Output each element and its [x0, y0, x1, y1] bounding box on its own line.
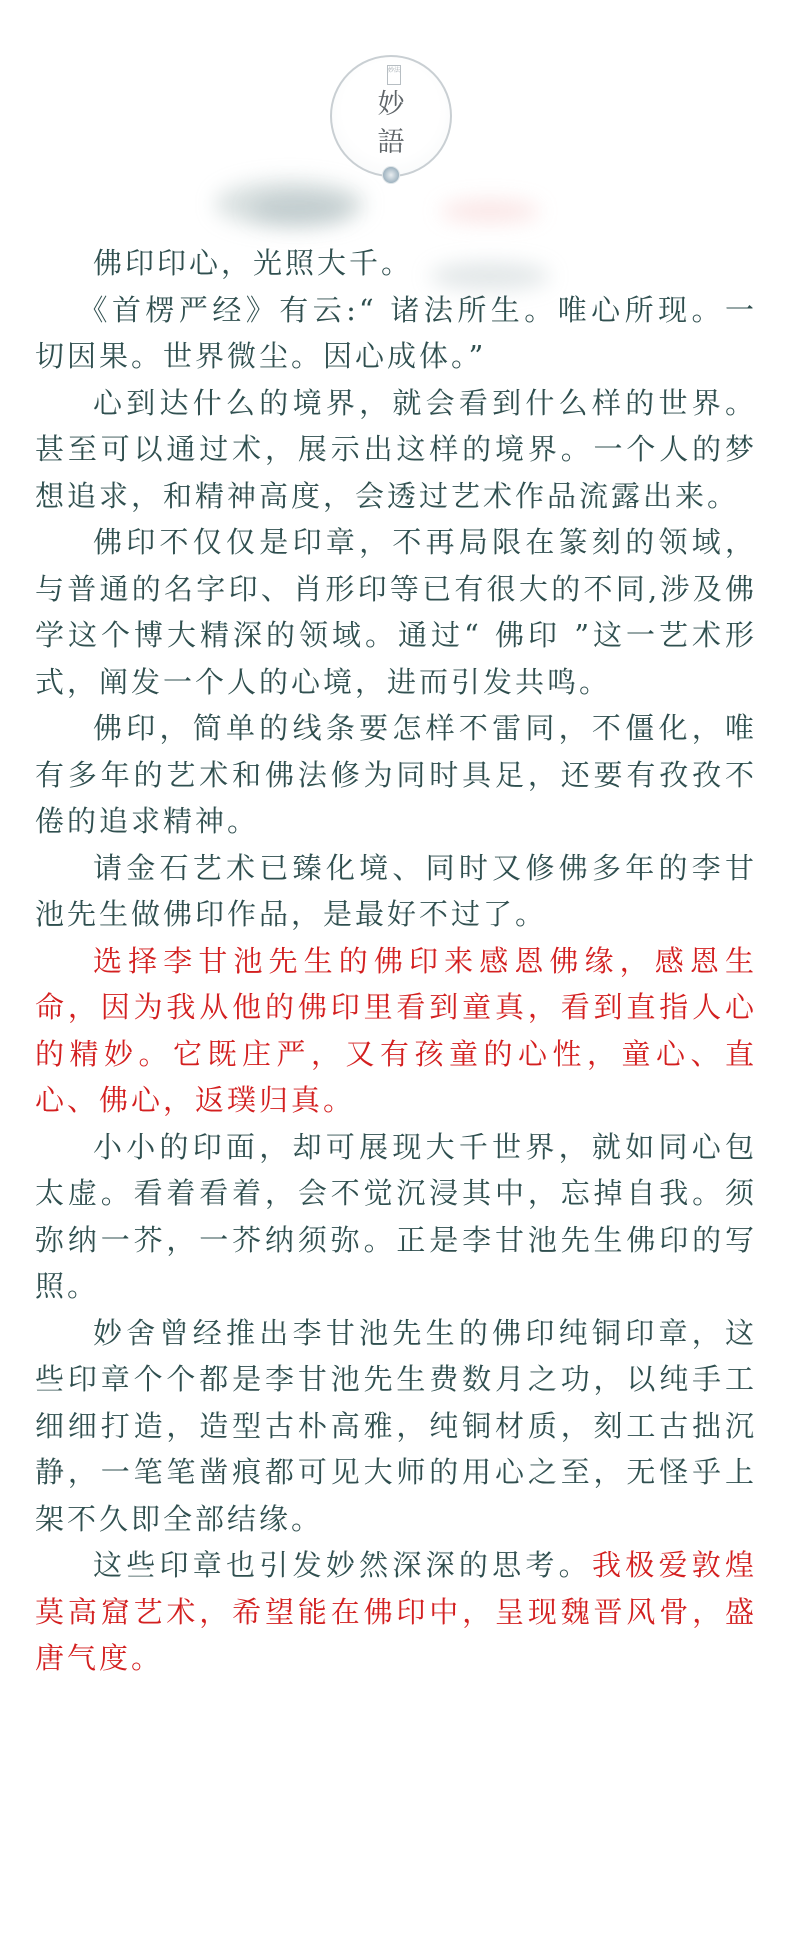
emblem-bead-icon [382, 166, 400, 184]
paragraph: 佛印不仅仅是印章，不再局限在篆刻的领域，与普通的名字印、肖形印等已有很大的不同,涉及佛学这个博大精深的领域。通过“ 佛印 ”这一艺术形式，阐发一个人的心境，进而引发共鸣。 [35, 525, 757, 699]
paragraph-highlight-text: 我极爱敦煌莫高窟艺术，希望能在佛印中，呈现魏晋风骨，盛唐气度。 [35, 1548, 757, 1675]
red-cloud-decoration [440, 200, 540, 222]
paragraph: 请金石艺术已臻化境、同时又修佛多年的李甘池先生做佛印作品，是最好不过了。 [35, 850, 757, 931]
seal-tag: 妙法 [387, 65, 401, 85]
paragraph-mixed [35, 1542, 757, 1682]
paragraph: 妙舍曾经推出李甘池先生的佛印纯铜印章，这些印章个个都是李甘池先生费数月之功，以纯手工细细打造，造型古朴高雅，纯铜材质，刻工古拙沉静，一笔笔凿痕都可见大师的用心之至，无怪乎上架不久即全部结缘。 [35, 1315, 757, 1536]
emblem-char-2: 語 [377, 127, 405, 158]
paragraph-normal-text: 这些印章也引发妙然深深的思考。 [93, 1548, 592, 1582]
paragraph: 《首楞严经》有云:“ 诸法所生。唯心所现。一切因果。世界微尘。因心成体。” [35, 292, 757, 373]
article-body [35, 240, 757, 1682]
ink-cloud-decoration [250, 195, 350, 223]
paragraph: 佛印，简单的线条要怎样不雷同，不僵化，唯有多年的艺术和佛法修为同时具足，还要有孜孜不倦的追求精神。 [35, 711, 757, 838]
header [0, 0, 790, 245]
paragraph: 佛印印心，光照大千。 [93, 246, 414, 280]
highlight-paragraph: 选择李甘池先生的佛印来感恩佛缘，感恩生命，因为我从他的佛印里看到童真，看到直指人心的精妙。它既庄严，又有孩童的心性，童心、直心、佛心，返璞归真。 [35, 943, 757, 1117]
emblem-char-1: 妙 [377, 89, 405, 120]
paragraph: 小小的印面，却可展现大千世界，就如同心包太虚。看着看着，会不觉沉浸其中，忘掉自我。须弥纳一芥，一芥纳须弥。正是李甘池先生佛印的写照。 [35, 1129, 757, 1303]
emblem-circle [330, 55, 452, 177]
paragraph: 心到达什么的境界，就会看到什么样的世界。甚至可以通过术，展示出这样的境界。一个人的梦想追求，和精神高度，会透过艺术作品流露出来。 [35, 385, 757, 513]
